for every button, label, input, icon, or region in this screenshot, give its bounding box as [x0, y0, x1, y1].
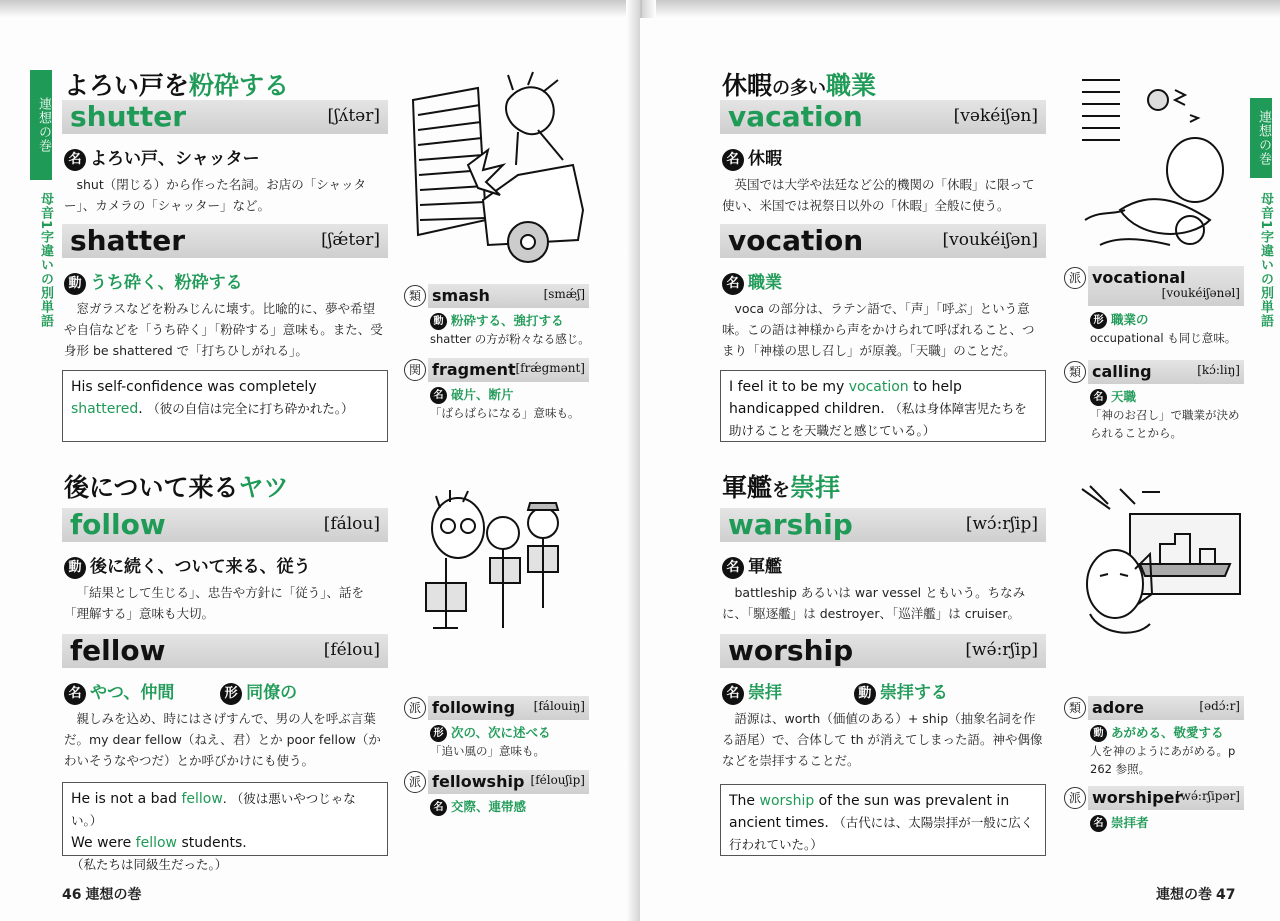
synonym-mark: 類	[1064, 361, 1086, 383]
side-pronunciation: [kɔ́:liŋ]	[1197, 363, 1240, 377]
side-entry-fellowship	[404, 770, 589, 794]
side-meaning: あがめる、敬愛する	[1111, 725, 1224, 740]
headword-bar-warship	[720, 508, 1046, 542]
example-text: The	[729, 793, 760, 809]
title-part: 休暇	[722, 71, 773, 100]
pos-line-shatter	[64, 268, 243, 295]
noun-badge: 名	[1090, 815, 1107, 832]
side-entry-bar	[1088, 266, 1244, 306]
noun-badge: 名	[722, 557, 744, 579]
car-crash-illustration	[408, 70, 588, 270]
side-meaning: 職業の	[1111, 312, 1149, 327]
derivative-mark: 派	[1064, 267, 1086, 289]
derivative-mark: 派	[404, 771, 426, 793]
adjective-badge: 形	[1090, 312, 1107, 329]
left-page	[0, 18, 640, 921]
example-text: I feel it to be my	[729, 379, 849, 395]
right-footer	[1156, 884, 1239, 904]
headword: fellow	[70, 634, 166, 667]
headword: follow	[70, 508, 166, 541]
section-title-warship	[722, 468, 840, 504]
side-meaning: 交際、連帯感	[451, 799, 527, 814]
noun-badge: 名	[64, 683, 86, 705]
example-translation: （彼の自信は完全に打ち砕かれた。）	[147, 401, 354, 416]
side-note-calling: 「神のお召し」で職業が決められることから。	[1090, 408, 1240, 440]
meaning: 軍艦	[748, 557, 782, 577]
side-entry-bar	[428, 284, 589, 308]
pronunciation: [wɔ́:rʃip]	[965, 514, 1038, 534]
footer-label: 連想の巻	[85, 887, 142, 903]
left-footer	[58, 884, 141, 904]
readers-illustration	[418, 488, 578, 638]
pos-line-follow	[64, 552, 311, 579]
title-accent: 職業	[826, 71, 877, 100]
example-line	[71, 788, 379, 832]
example-keyword: shattered	[71, 401, 139, 417]
title-part: よろい戸を	[64, 71, 190, 100]
example-box-worship	[720, 784, 1046, 856]
title-part: を	[772, 480, 791, 501]
pos-line-shutter	[64, 144, 260, 171]
headword: warship	[728, 508, 853, 541]
side-note-vocational: occupational も同じ意味。	[1090, 331, 1237, 345]
noun-badge: 名	[722, 273, 744, 295]
noun-badge: 名	[430, 799, 447, 816]
side-note-smash: shatter の方が粉々なる感じ。	[430, 332, 590, 346]
headword-bar-vocation	[720, 224, 1046, 258]
side-word: following	[432, 698, 516, 717]
synonym-mark: 類	[1064, 697, 1086, 719]
headword-bar-fellow	[62, 634, 388, 668]
note-follow: 「結果として生じる」、忠告や方針に「従う」、話を「理解する」意味も大切。	[64, 585, 365, 621]
meaning: 職業	[748, 273, 782, 293]
noun-badge: 名	[64, 149, 86, 171]
side-pos-following	[430, 723, 551, 742]
related-mark: 関	[404, 359, 426, 381]
meaning-2: 崇拝する	[879, 683, 948, 703]
example-text: students.	[177, 835, 247, 851]
pronunciation: [vəkéiʃən]	[953, 106, 1038, 126]
pronunciation: [voukéiʃən]	[942, 230, 1038, 250]
footer-label: 連想の巻	[1156, 887, 1212, 903]
noun-badge: 名	[1090, 389, 1107, 406]
headword-bar-shatter	[62, 224, 388, 258]
title-accent: 崇拝	[790, 473, 841, 502]
side-entry-bar	[428, 770, 589, 794]
example-line	[71, 832, 379, 854]
side-pos-adore	[1090, 723, 1224, 742]
side-pos-smash	[430, 311, 564, 330]
note-worship: 語源は、worth（価値のある）+ ship（抽象名詞を作る語尾）で、合体して th が消えてしまった語。神や偶像などを崇拝することだ。	[722, 711, 1043, 768]
noun-badge: 名	[722, 149, 744, 171]
page-number: 46	[62, 887, 82, 903]
verb-badge: 動	[430, 313, 447, 330]
side-entry-bar	[428, 358, 589, 382]
example-keyword: worship	[759, 793, 815, 809]
side-word: adore	[1092, 698, 1144, 717]
verb-badge: 動	[64, 557, 86, 579]
side-word: vocational	[1092, 268, 1186, 287]
right-chapter-subtitle: 母音1字違いの別単語	[1258, 191, 1273, 329]
headword: vacation	[728, 100, 863, 133]
example-translation: （私たちは同級生だった。）	[71, 857, 228, 872]
example-keyword: fellow	[181, 791, 223, 807]
title-accent: ヤツ	[238, 473, 289, 502]
adjective-badge: 形	[430, 725, 447, 742]
side-entry-following	[404, 696, 589, 720]
right-chapter-tab: 連想の巻	[1250, 98, 1272, 178]
side-pronunciation: [félouʃip]	[530, 773, 585, 787]
side-pronunciation: [wə́:rʃipər]	[1175, 789, 1240, 803]
derivative-mark: 派	[404, 697, 426, 719]
pos-line-vacation	[722, 144, 782, 171]
meaning: 後に続く、ついて来る、従う	[90, 557, 311, 577]
meaning: うち砕く、粉砕する	[90, 273, 243, 293]
side-pronunciation: [ədɔ́:r]	[1199, 699, 1240, 713]
headword-bar-vacation	[720, 100, 1046, 134]
side-entry-fragment	[404, 358, 589, 382]
title-part: の多い	[772, 78, 827, 99]
left-chapter-subtitle: 母音1字違いの別単語	[38, 191, 53, 329]
side-entry-vocational	[1064, 266, 1244, 300]
side-word: fragment	[432, 360, 516, 379]
headword-bar-worship	[720, 634, 1046, 668]
side-meaning: 天職	[1111, 389, 1137, 404]
meaning-2: 同僚の	[246, 683, 298, 703]
headword: shutter	[70, 100, 187, 133]
note-fellow: 親しみを込め、時にはさげすんで、男の人を呼ぶ言葉だ。my dear fellow（ねえ、君）とか poor fellow（かわいそうなやつだ）とか呼びかけにも使う。	[64, 711, 381, 768]
verb-badge: 動	[854, 683, 876, 705]
headword: shatter	[70, 224, 186, 257]
note-shatter: 窓ガラスなどを粉みじんに壊す。比喩的に、夢や希望や自信などを「うち砕く」「粉砕する」意味も。また、受身形 be shattered で「打ちひしがれる」。	[64, 301, 383, 358]
headword: worship	[728, 634, 854, 667]
example-text: His self-confidence was completely	[71, 379, 317, 395]
right-page	[640, 18, 1280, 921]
title-part: 軍艦	[722, 473, 773, 502]
side-pos-fellowship	[430, 797, 526, 816]
side-meaning: 粉砕する、強打する	[451, 313, 564, 328]
noun-badge: 名	[722, 683, 744, 705]
example-keyword: fellow	[135, 835, 178, 851]
pos-line-fellow	[64, 678, 297, 705]
warship-worship-illustration	[1080, 484, 1245, 644]
example-box-vocation	[720, 370, 1046, 442]
note-warship: battleship あるいは war vessel ともいう。ちなみに、「駆逐艦」は destroyer、「巡洋艦」は cruiser。	[722, 585, 1026, 621]
page-number: 47	[1216, 887, 1236, 903]
side-word: worshiper	[1092, 788, 1183, 807]
adjective-badge: 形	[220, 683, 242, 705]
example-text: .	[138, 401, 148, 417]
section-title-shutter	[64, 66, 289, 102]
side-word: calling	[1092, 362, 1152, 381]
side-pronunciation: [smǽʃ]	[543, 287, 585, 301]
side-pronunciation: [frǽgmənt]	[515, 361, 585, 375]
side-entry-bar	[428, 696, 589, 720]
example-keyword: vocation	[848, 379, 909, 395]
verb-badge: 動	[1090, 725, 1107, 742]
side-note-fragment: 「ばらばらになる」意味も。	[430, 406, 580, 420]
side-note-adore: 人を神のようにあがめる。p 262 参照。	[1090, 744, 1236, 776]
noun-badge: 名	[430, 387, 447, 404]
meaning: よろい戸、シャッター	[90, 149, 260, 169]
side-word: smash	[432, 286, 490, 305]
side-entry-bar	[1088, 786, 1244, 810]
side-pos-fragment	[430, 385, 514, 404]
side-entry-bar	[1088, 360, 1244, 384]
pronunciation: [félou]	[323, 640, 380, 660]
pronunciation: [wə́:rʃip]	[965, 640, 1038, 660]
verb-badge: 動	[64, 273, 86, 295]
side-entry-adore	[1064, 696, 1244, 720]
side-meaning: 破片、断片	[451, 387, 514, 402]
title-accent: 粉砕する	[189, 71, 290, 100]
note-shutter: shut（閉じる）から作った名詞。お店の「シャッター」、カメラの「シャッター」など。	[64, 177, 367, 213]
side-pronunciation: [voukéiʃənəl]	[1161, 286, 1240, 300]
side-entry-worshiper	[1064, 786, 1244, 810]
side-pronunciation: [fálouiŋ]	[533, 699, 585, 713]
title-part: 後について来る	[64, 473, 239, 502]
example-text: of the sun was prevalent in ancient times.	[729, 793, 1010, 831]
section-title-vacation	[722, 66, 876, 102]
pos-line-vocation	[722, 268, 782, 295]
example-box-shatter	[62, 370, 388, 442]
example-translation: （古代には、太陽崇拝が一般に広く行われていた。）	[729, 815, 1034, 852]
note-vocation: voca の部分は、ラテン語で、「声」「呼ぶ」という意味。この語は神様から声をかけられて呼ばれること、つまり「神様の思し召し」が原義。「天職」のことだ。	[722, 301, 1035, 358]
pos-line-worship	[722, 678, 948, 705]
side-entry-bar	[1088, 696, 1244, 720]
side-meaning: 次の、次に述べる	[451, 725, 551, 740]
left-chapter-tab: 連想の巻	[30, 70, 52, 180]
section-title-follow	[64, 468, 289, 504]
meaning: 崇拝	[748, 683, 782, 703]
example-text: to help handicapped children.	[729, 379, 962, 417]
headword-bar-shutter	[62, 100, 388, 134]
sleeping-person-illustration	[1080, 70, 1245, 260]
example-translation: （私は身体障害児たちを助けることを天職だと感じている。）	[729, 401, 1027, 438]
pronunciation: [fálou]	[323, 514, 380, 534]
pronunciation: [ʃʌ́tər]	[327, 106, 380, 126]
side-meaning: 崇拝者	[1111, 815, 1149, 830]
side-pos-vocational	[1090, 310, 1149, 329]
example-text: He is not a bad	[71, 791, 182, 807]
headword: vocation	[728, 224, 864, 257]
side-pos-calling	[1090, 387, 1136, 406]
synonym-mark: 類	[404, 285, 426, 307]
meaning: やつ、仲間	[90, 683, 175, 703]
derivative-mark: 派	[1064, 787, 1086, 809]
side-entry-calling	[1064, 360, 1244, 384]
meaning: 休暇	[748, 149, 782, 169]
pronunciation: [ʃǽtər]	[321, 230, 380, 250]
headword-bar-follow	[62, 508, 388, 542]
note-vacation: 英国では大学や法廷など公的機関の「休暇」に限って使い、米国では祝祭日以外の「休暇」全般に使う。	[722, 177, 1035, 213]
example-text: We were	[71, 835, 136, 851]
pos-line-warship	[722, 552, 782, 579]
side-entry-smash	[404, 284, 589, 308]
side-note-following: 「追い風の」意味も。	[430, 744, 545, 758]
example-box-fellow	[62, 782, 388, 872]
example-text: . （彼は悪いやつじゃない。）	[71, 791, 356, 828]
side-word: fellowship	[432, 772, 525, 791]
side-pos-worshiper	[1090, 813, 1149, 832]
